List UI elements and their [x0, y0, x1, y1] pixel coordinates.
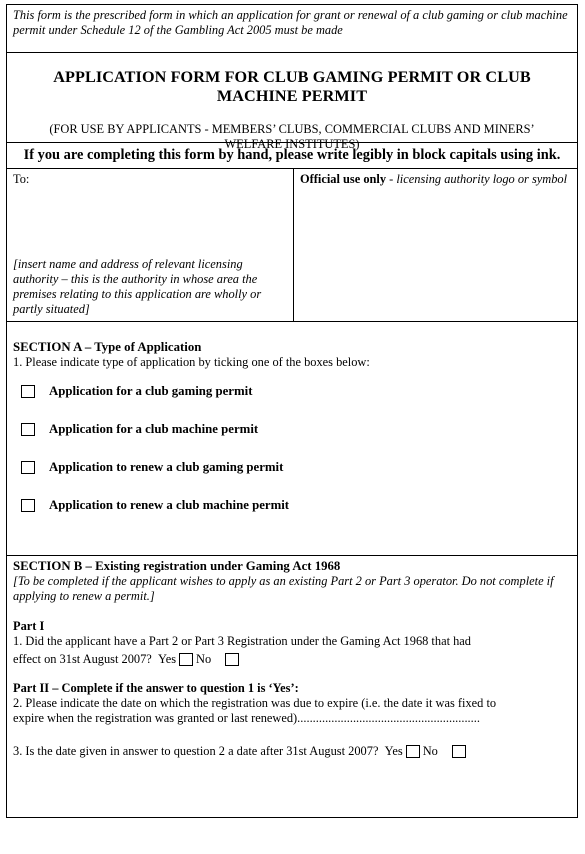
no-label: No [196, 652, 212, 666]
no-label: No [422, 744, 438, 758]
option-renew-club-machine-permit[interactable] [21, 498, 571, 513]
section-b-note: [To be completed if the applicant wishes to apply as an existing Part 2 or Part 3 operator. Do not complete if applying to renew a permit.] [13, 574, 554, 603]
checkbox-renew-club-machine-permit[interactable] [21, 499, 35, 512]
section-a-instruction: 1. Please indicate type of application by ticking one of the boxes below: [13, 355, 370, 369]
form-title: APPLICATION FORM FOR CLUB GAMING PERMIT OR CLUB MACHINE PERMIT [53, 68, 531, 105]
question-3-no-checkbox[interactable] [452, 745, 466, 758]
question-1-line-1: 1. Did the applicant have a Part 2 or Part 3 Registration under the Gaming Act 1968 that had [13, 634, 471, 648]
checkbox-renew-club-gaming-permit[interactable] [21, 461, 35, 474]
question-3-yes-checkbox[interactable] [406, 745, 420, 758]
form-frame [6, 4, 578, 818]
option-label: Application to renew a club machine permit [49, 498, 290, 512]
option-club-machine-permit[interactable] [21, 422, 571, 437]
to-label: To: [13, 172, 30, 186]
option-label: Application for a club machine permit [49, 422, 259, 436]
question-1-yes-checkbox[interactable] [179, 653, 193, 666]
question-1-no-checkbox[interactable] [225, 653, 239, 666]
block-capitals-notice: If you are completing this form by hand, please write legibly in block capitals using ink. [7, 143, 577, 169]
part-1-title: Part I [13, 619, 45, 633]
title-block [7, 53, 577, 151]
yes-label: Yes [158, 652, 177, 666]
question-2-line-1: 2. Please indicate the date on which the registration was due to expire (i.e. the date it was fixed to [13, 696, 497, 710]
intro-statement: This form is the prescribed form in which an application for grant or renewal of a club gaming or club machine permit under Schedule 12 of the Gambling Act 2005 must be made [7, 5, 577, 53]
option-label: Application for a club gaming permit [49, 384, 253, 398]
option-label: Application to renew a club gaming permit [49, 460, 284, 474]
section-a-title: SECTION A – Type of Application [13, 340, 202, 354]
section-b [7, 556, 577, 759]
question-1-answers [158, 652, 239, 667]
addressee-field[interactable] [7, 169, 294, 321]
question-3-answers [385, 744, 466, 759]
option-renew-club-gaming-permit[interactable] [21, 460, 571, 475]
official-use-note: - licensing authority logo or symbol [386, 172, 568, 186]
yes-label: Yes [384, 744, 403, 758]
checkbox-club-gaming-permit[interactable] [21, 385, 35, 398]
question-2-date-field[interactable]: expire when the registration was granted or last renewed)........................................................... [13, 711, 480, 725]
checkbox-club-machine-permit[interactable] [21, 423, 35, 436]
addressee-row [7, 169, 577, 322]
form-subtitle: (FOR USE BY APPLICANTS - MEMBERS’ CLUBS, COMMERCIAL CLUBS AND MINERS’ WELFARE INSTITUTES) [49, 122, 535, 151]
official-use-box [294, 169, 577, 321]
question-1-line-2: effect on 31st August 2007? Yes No [13, 652, 571, 667]
option-club-gaming-permit[interactable] [21, 384, 571, 399]
section-a [7, 322, 577, 556]
section-b-title: SECTION B – Existing registration under Gaming Act 1968 [13, 559, 341, 573]
question-3-line: 3. Is the date given in answer to question 2 a date after 31st August 2007? Yes No [13, 744, 571, 759]
addressee-instruction: [insert name and address of relevant licensing authority – this is the authority in whose area the premises relating to this application are wholly or partly situated] [13, 257, 262, 316]
official-use-label: Official use only [300, 172, 387, 186]
part-2-title: Part II – Complete if the answer to question 1 is ‘Yes’: [13, 681, 299, 695]
